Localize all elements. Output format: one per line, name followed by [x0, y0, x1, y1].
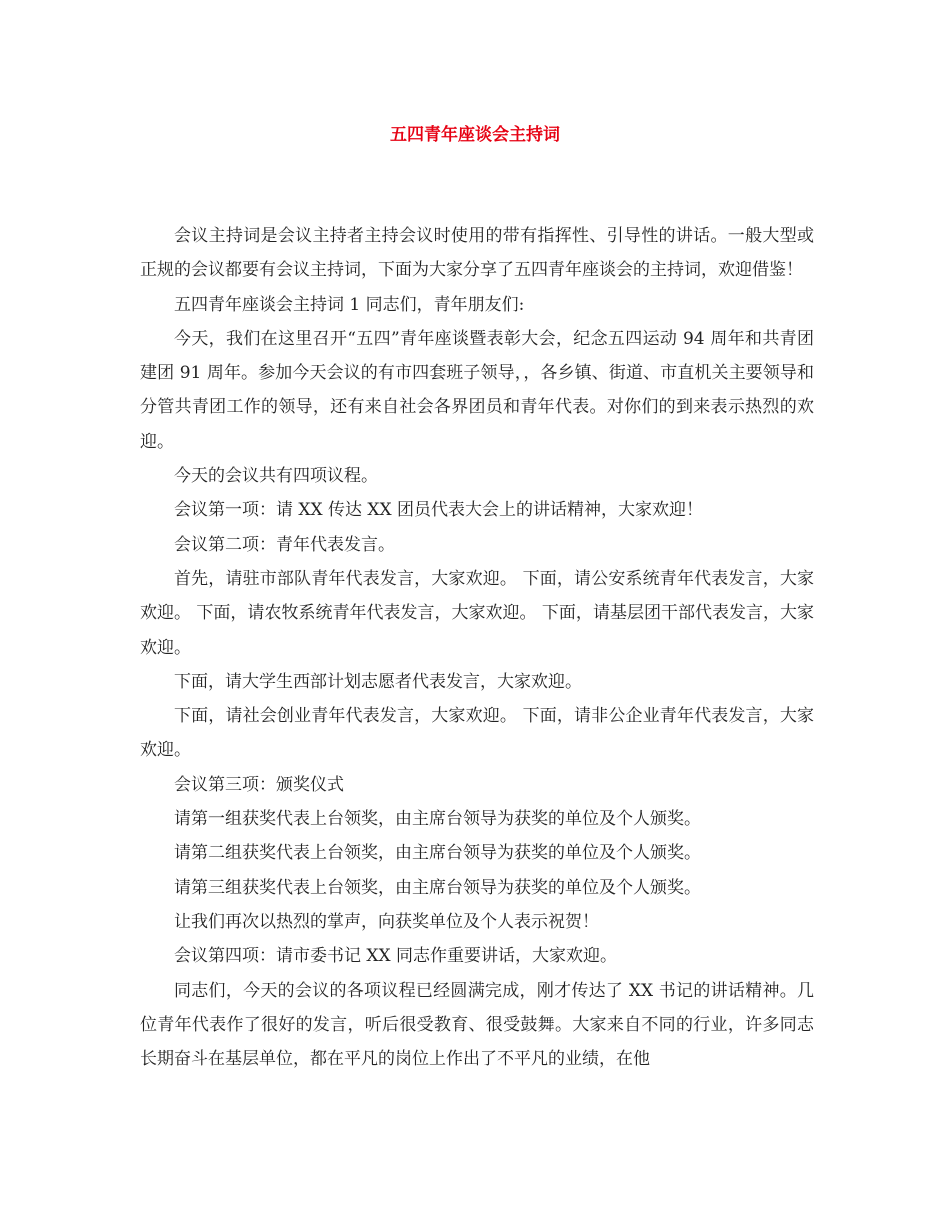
paragraph-speakers-1: 首先，请驻市部队青年代表发言，大家欢迎。 下面，请公安系统青年代表发言，大家欢迎。 下面，请农牧系统青年代表发言，大家欢迎。 下面，请基层团干部代表发言，大家欢迎。: [140, 568, 814, 658]
paragraph-greeting: 五四青年座谈会主持词 1 同志们，青年朋友们:: [174, 294, 525, 315]
paragraph-award-group-3: 请第三组获奖代表上台领奖，由主席台领导为获奖的单位及个人颁奖。: [174, 877, 701, 898]
paragraph-item-three: 会议第三项：颁奖仪式: [174, 774, 344, 795]
paragraph-agenda: 今天的会议共有四项议程。: [174, 466, 378, 487]
document-title: 五四青年座谈会主持词: [390, 125, 560, 145]
paragraph-item-four: 会议第四项：请市委书记 XX 同志作重要讲话，大家欢迎。: [174, 946, 618, 967]
paragraph-intro: 会议主持词是会议主持者主持会议时使用的带有指挥性、引导性的讲话。一般大型或正规的会议都要有会议主持词，下面为大家分享了五四青年座谈会的主持词，欢迎借鉴！: [140, 226, 814, 281]
paragraph-closing: 同志们，今天的会议的各项议程已经圆满完成，刚才传达了 XX 书记的讲话精神。几位青年代表作了很好的发言，听后很受教育、很受鼓舞。大家来自不同的行业，许多同志长期奋斗在基层单位，都在平凡的岗位上作出了不平凡的业绩，在他: [140, 980, 814, 1070]
paragraph-applause: 让我们再次以热烈的掌声，向获奖单位及个人表示祝贺！: [174, 911, 599, 932]
paragraph-award-group-2: 请第二组获奖代表上台领奖，由主席台领导为获奖的单位及个人颁奖。: [174, 843, 701, 864]
paragraph-opening: 今天，我们在这里召开“五四”青年座谈暨表彰大会，纪念五四运动 94 周年和共青团建团 91 周年。参加今天会议的有市四套班子领导，，各乡镇、街道、市直机关主要领导和分管共青团工作的领导，还有来自社会各界团员和青年代表。对你们的到来表示热烈的欢迎。: [140, 328, 814, 452]
paragraph-speakers-2: 下面，请大学生西部计划志愿者代表发言，大家欢迎。: [174, 671, 582, 692]
paragraph-item-two: 会议第二项：青年代表发言。: [174, 534, 395, 555]
paragraph-award-group-1: 请第一组获奖代表上台领奖，由主席台领导为获奖的单位及个人颁奖。: [174, 809, 701, 830]
document-body: [140, 219, 814, 1076]
paragraph-speakers-3: 下面，请社会创业青年代表发言，大家欢迎。 下面，请非公企业青年代表发言，大家欢迎。: [140, 706, 814, 761]
paragraph-item-one: 会议第一项：请 XX 传达 XX 团员代表大会上的讲话精神，大家欢迎！: [174, 500, 704, 521]
